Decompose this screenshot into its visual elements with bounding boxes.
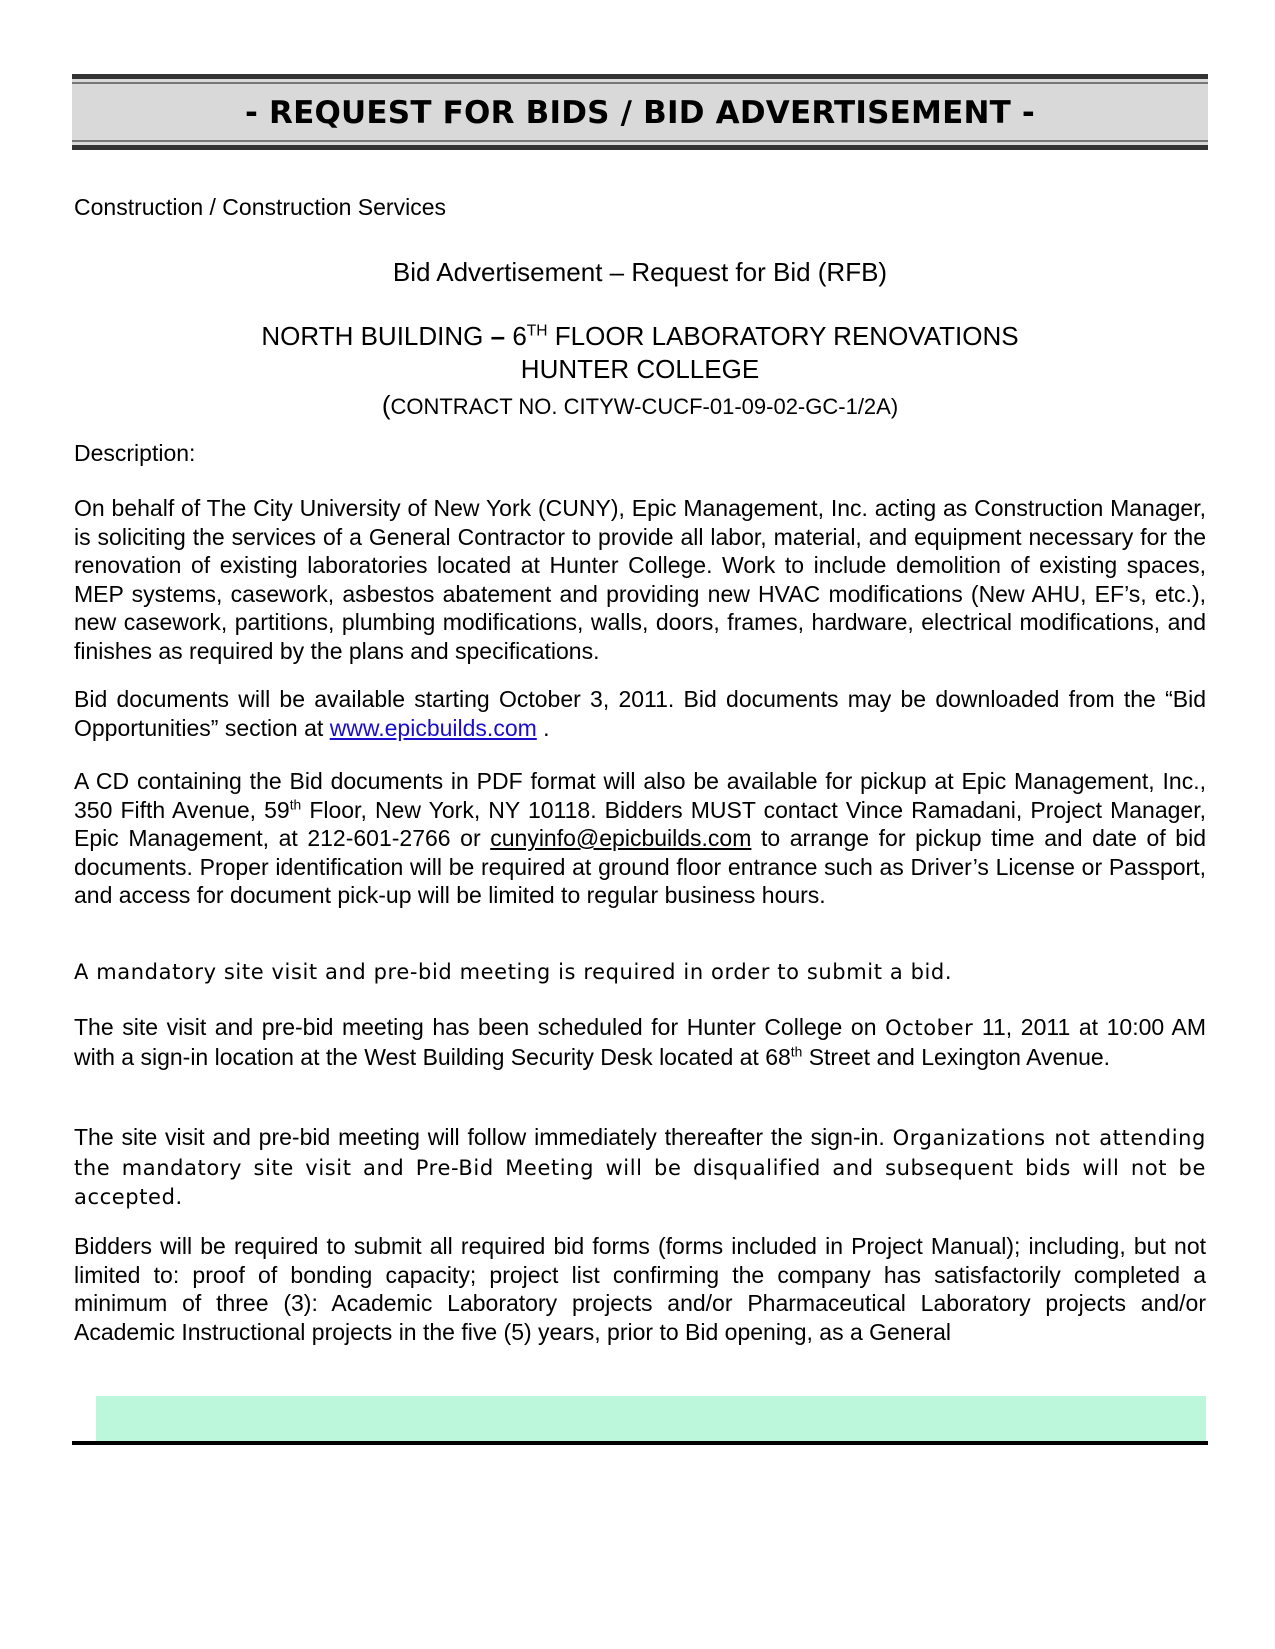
paragraph-cd-pickup: A CD containing the Bid documents in PDF format will also be available for pickup at Epic Management, Inc., 350 Fifth Avenue, 59th Floor, New York, NY 10118. Bidders MUST contact Vince Ramadani, Project Manager, Epic Management, at 212-601-2766 or cunyinfo@epicbuilds.com to arrange for pickup time and date of bid documents. Proper identification will be required at ground floor entrance such as Driver’s License or Passport, and access for document pick-up will be limited to regular business hours. xyxy=(74,768,1206,908)
footer-rule xyxy=(72,1441,1208,1445)
email-link[interactable]: cunyinfo@epicbuilds.com xyxy=(490,825,752,851)
page-banner xyxy=(72,74,1208,150)
project-name: NORTH BUILDING – 6TH FLOOR LABORATORY RENOVATIONS xyxy=(261,321,1019,351)
paragraph-documents: Bid documents will be available starting October 3, 2011. Bid documents may be downloaded from the “Bid Opportunities” section at www.epicbuilds.com . xyxy=(74,686,1206,741)
highlight-band xyxy=(96,1396,1206,1441)
college-name: HUNTER COLLEGE xyxy=(520,354,760,384)
banner-title: - REQUEST FOR BIDS / BID ADVERTISEMENT - xyxy=(244,95,1035,131)
bid-subtitle: Bid Advertisement – Request for Bid (RFB) xyxy=(392,257,888,287)
description-label: Description: xyxy=(74,440,196,466)
project-title xyxy=(74,320,1206,386)
contract-number: (CONTRACT NO. CITYW-CUCF-01-09-02-GC-1/2A) xyxy=(381,390,899,420)
paragraph-mandatory-visit: A mandatory site visit and pre-bid meeting is required in order to submit a bid. xyxy=(74,960,953,984)
paragraph-requirements: Bidders will be required to submit all required bid forms (forms included in Project Manual); including, but not limited to: proof of bonding capacity; project list confirming the company has satisfactorily completed a minimum of three (3): Academic Laboratory projects and/or Pharmaceutical Laboratory projects and/or Academic Instructional projects in the five (5) years, prior to Bid opening, as a General xyxy=(74,1233,1206,1345)
category-label: Construction / Construction Services xyxy=(74,194,446,220)
paragraph-site-visit: The site visit and pre-bid meeting has been scheduled for Hunter College on October 11, 2011 at 10:00 AM with a sign-in location at the West Building Security Desk located at 68th Street and Lexington Avenue. xyxy=(74,1014,1206,1070)
paragraph-scope: On behalf of The City University of New York (CUNY), Epic Management, Inc. acting as Construction Manager, is soliciting the services of a General Contractor to provide all labor, material, and equipment necessary for the renovation of existing laboratories located at Hunter College. Work to include demolition of existing spaces, MEP systems, casework, asbestos abatement and providing new HVAC modifications (New AHU, EF’s, etc.), new casework, partitions, plumbing modifications, walls, doors, frames, hardware, electrical modifications, and finishes as required by the plans and specifications. xyxy=(74,495,1206,664)
paragraph-pre-bid: The site visit and pre-bid meeting will follow immediately thereafter the sign-in. Organizations not attending the mandatory site visit and Pre-Bid Meeting will be disqualified and subsequent bids will not be accepted. xyxy=(74,1124,1206,1209)
website-link[interactable]: www.epicbuilds.com xyxy=(329,714,537,741)
